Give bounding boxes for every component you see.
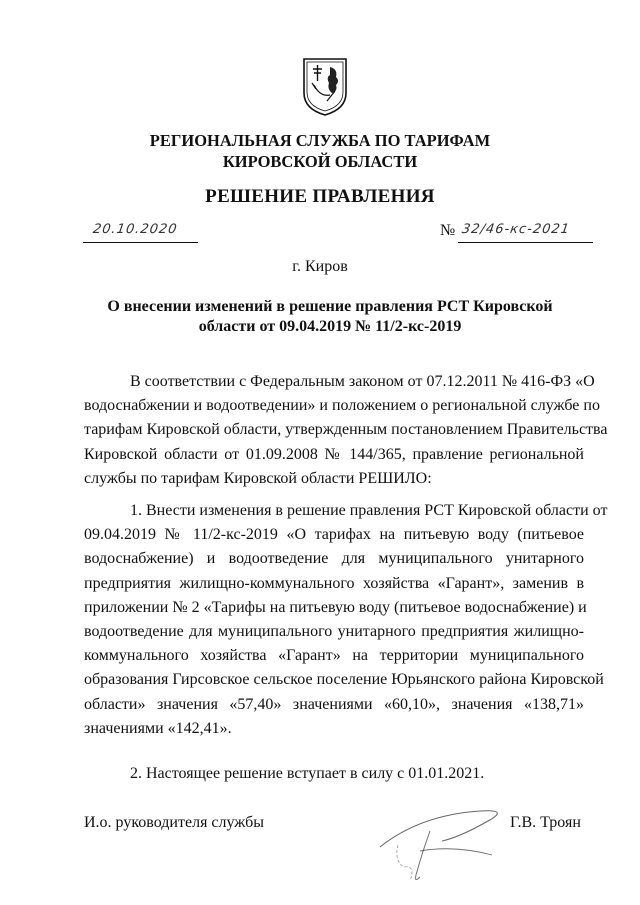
handwritten-date: 20.10.2020 bbox=[91, 222, 179, 237]
text-line: Кировской области от 01.09.2008 № 144/365, правление региональной bbox=[84, 445, 584, 463]
text-line: 09.04.2019 № 11/2-кс-2019 «О тарифах на питьевую воду (питьевое bbox=[84, 526, 584, 544]
text-line: водоотведение для муниципального унитарного предприятия жилищно- bbox=[84, 623, 584, 641]
text-line: приложении № 2 «Тарифы на питьевую воду (питьевое водоснабжение) и bbox=[84, 598, 587, 616]
text-line: коммунального хозяйства «Гарант» на территории муниципального bbox=[84, 647, 584, 665]
document-type-title: РЕШЕНИЕ ПРАВЛЕНИЯ bbox=[205, 186, 435, 207]
coat-of-arms-icon bbox=[300, 55, 350, 117]
preamble-paragraph bbox=[84, 370, 608, 491]
text-line: значениями «142,41». bbox=[84, 719, 232, 737]
text-line: 1. Внести изменения в решение правления РСТ Кировской области от bbox=[130, 502, 608, 519]
number-field bbox=[458, 220, 593, 243]
handwritten-signature bbox=[360, 795, 510, 890]
text-line: водоснабжение) и водоотведение для муниципального унитарного bbox=[84, 550, 584, 568]
date-field bbox=[83, 220, 198, 243]
text-line: тарифам Кировской области, утвержденным постановлением Правительства bbox=[84, 421, 608, 439]
agency-name-line1: РЕГИОНАЛЬНАЯ СЛУЖБА ПО ТАРИФАМ bbox=[149, 131, 491, 150]
city: г. Киров bbox=[292, 258, 348, 275]
text-line: водоснабжении и водоотведении» и положением о региональной службе по bbox=[84, 397, 600, 415]
handwritten-number: 32/46-кс-2021 bbox=[460, 222, 571, 237]
text-line: В соответствии с Федеральным законом от 07.12.2011 № 416-ФЗ «О bbox=[130, 373, 595, 390]
subject-line2: области от 09.04.2019 № 11/2-кс-2019 bbox=[198, 318, 462, 335]
text-line: образования Гирсовское сельское поселение Юрьянского района Кировской bbox=[84, 671, 604, 689]
text-line: службы по тарифам Кировской области РЕШИЛО: bbox=[84, 469, 432, 487]
number-label: № bbox=[440, 222, 456, 239]
text-line: 2. Настоящее решение вступает в силу с 01.01.2021. bbox=[130, 765, 485, 782]
agency-name-line2: КИРОВСКОЙ ОБЛАСТИ bbox=[222, 152, 418, 171]
text-line: области» значения «57,40» значениями «60,10», значения «138,71» bbox=[84, 695, 584, 713]
signatory-name: Г.В. Троян bbox=[510, 814, 581, 831]
signatory-position: И.о. руководителя службы bbox=[84, 814, 265, 831]
clause-2-paragraph bbox=[84, 762, 584, 786]
text-line: предприятия жилищно-коммунального хозяйства «Гарант», заменив в bbox=[84, 574, 584, 592]
clause-1-paragraph bbox=[84, 499, 608, 741]
subject-line1: О внесении изменений в решение правления РСТ Кировской bbox=[107, 298, 553, 315]
